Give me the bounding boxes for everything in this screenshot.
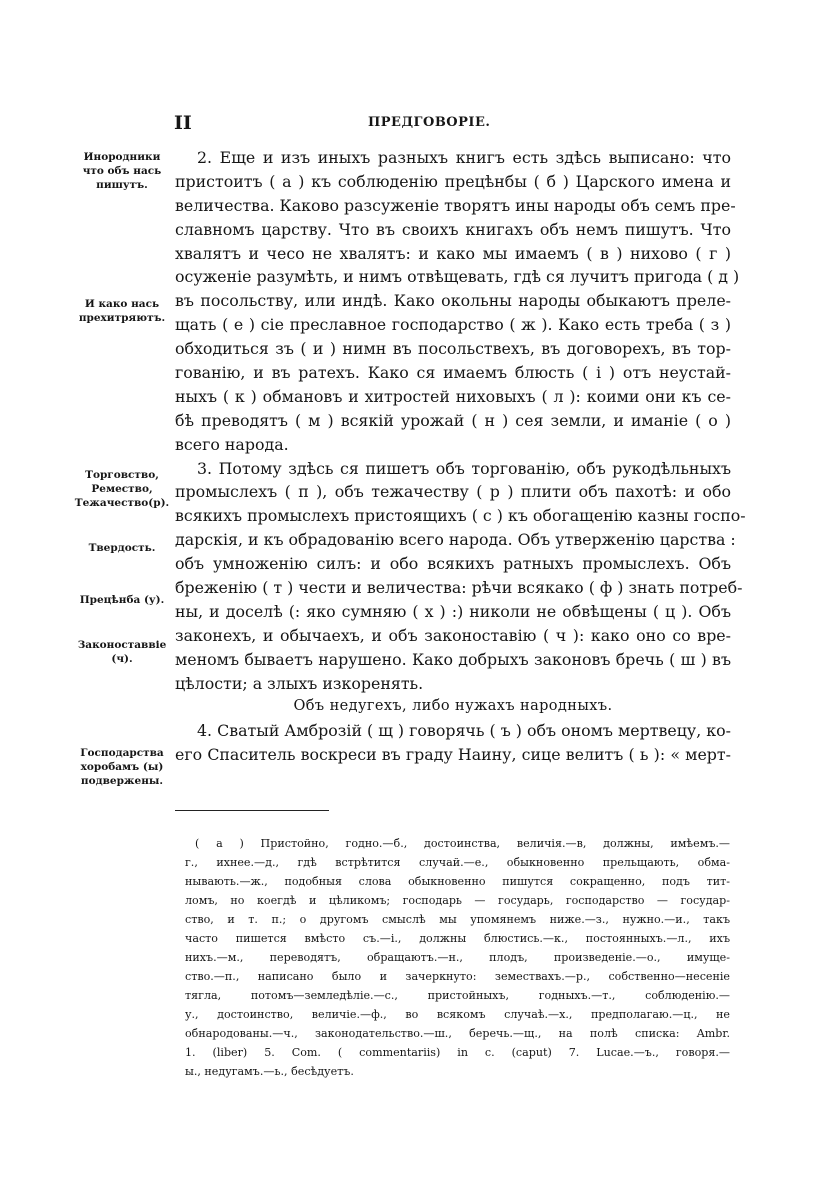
footnote-line: нывають.—ж., подобныя слова обыкновенно пишутся сокращенно, подъ тит- bbox=[185, 875, 730, 888]
body-line: 3. Потому здѣсь ся пишетъ объ торгованію, объ рукодѣльныхъ bbox=[197, 458, 731, 478]
body-line: дарскія, и къ обрадованію всего народа. Объ утверженію царства : bbox=[175, 530, 736, 550]
body-line: ны, и доселѣ (: яко сумняю ( х ) :) николи не обвѣщены ( ц ). Объ bbox=[175, 601, 731, 621]
margin-note: Твердость. bbox=[88, 542, 156, 554]
margin-note: Господарства хоробамъ (ы) подвержены. bbox=[80, 747, 164, 787]
footnote-line: ы., недугамъ.—ь., бесѣдуетъ. bbox=[185, 1065, 354, 1078]
page-number: II bbox=[174, 112, 192, 134]
body-line: бѣ преводятъ ( м ) всякій урожай ( н ) сея земли, и иманіе ( о ) bbox=[175, 410, 731, 430]
body-line: осуженіе разумѣть, и нимъ отвѣщевать, гдѣ ся лучитъ пригода ( д ) bbox=[175, 267, 740, 287]
main-text bbox=[175, 146, 746, 767]
body-line: 2. Еще и изъ иныхъ разныхъ книгъ есть здѣсь выписано: что bbox=[197, 148, 731, 167]
margin-note: Инородники что объ нась пишутъ. bbox=[82, 151, 162, 191]
body-line: промыслехъ ( п ), объ тежачеству ( р ) плити объ пахотѣ: и обо bbox=[175, 482, 731, 502]
footnote-line: нихъ.—м., переводятъ, обращаютъ.—н., плодъ, произведеніе.—о., имуще- bbox=[185, 951, 730, 964]
footnote-line: ство, и т. п.; о другомъ смыслѣ мы упомянемъ ниже.—з., нужно.—и., такъ bbox=[185, 913, 730, 926]
section-heading: Объ недугехъ, либо нужахъ народныхъ. bbox=[293, 698, 613, 715]
footnote-line: у., достоинство, величіе.—ф., во всякомъ случаѣ.—х., предполагаю.—ц., не bbox=[185, 1008, 730, 1021]
body-line: цѣлости; а злыхъ изкоренять. bbox=[175, 673, 424, 693]
body-line: объ умноженію силъ: и обо всякихъ ратныхъ промыслехъ. Объ bbox=[175, 554, 731, 574]
footnote-line: г., ихнее.—д., гдѣ встрѣтится случай.—е., обыкновенно прельщають, обма- bbox=[185, 856, 730, 869]
margin-note: И како нась прехитряютъ. bbox=[78, 298, 166, 324]
footnote-line: часто пишется вмѣсто съ.—і., должны блюстись.—к., постоянныхъ.—л., ихъ bbox=[185, 932, 730, 945]
page-header bbox=[0, 112, 840, 136]
body-line: его Спаситель воскреси въ граду Наину, сице велитъ ( ь ): « мерт- bbox=[175, 745, 731, 765]
footnote-line: ( а ) Пристойно, годно.—б., достоинства, величія.—в, должны, имѣемъ.— bbox=[195, 837, 730, 850]
body-line: въ посольству, или индѣ. Како окольны народы обыкаютъ преле- bbox=[175, 291, 731, 311]
body-line: пристоитъ ( а ) къ соблюденію прецѣнбы ( б ) Царского имена и bbox=[175, 171, 731, 191]
footnote-line: обнародованы.—ч., законодательство.—ш., беречь.—щ., на полѣ списка: Ambr. bbox=[185, 1027, 730, 1040]
body-line: гованію, и въ ратехъ. Како ся имаемъ блюсть ( і ) отъ неустай- bbox=[175, 363, 731, 383]
footnote-line: ломъ, но коегдѣ и цѣликомъ; господарь — государь, господарство — государ- bbox=[185, 894, 730, 907]
body-line: ныхъ ( к ) обмановъ и хитростей ниховыхъ ( л ): коими они къ се- bbox=[175, 386, 731, 406]
body-line: хвалятъ и чесо не хвалятъ: и како мы имаемъ ( в ) нихово ( г ) bbox=[175, 243, 731, 263]
footnote-line: 1. (liber) 5. Com. ( commentariis) in c. (caput) 7. Lucae.—ъ., говоря.— bbox=[185, 1046, 730, 1059]
body-line: щать ( е ) сіе преславное господарство ( ж ). Како есть треба ( з ) bbox=[175, 315, 731, 335]
footnote-divider bbox=[175, 810, 329, 811]
body-line: обходиться зъ ( и ) нимн въ посольствехъ, въ договорехъ, въ тор- bbox=[175, 339, 731, 359]
body-line: законехъ, и обычаехъ, и объ законоставію ( ч ): како оно со вре- bbox=[175, 625, 731, 645]
body-line: величества. Каково разсуженіе творятъ ины народы объ семъ пре- bbox=[175, 195, 736, 215]
footnotes bbox=[185, 834, 730, 1081]
body-line: бреженію ( т ) чести и величества: рѣчи всякако ( ф ) знать потреб- bbox=[175, 578, 743, 598]
body-line: всякихъ промыслехъ пристоящихъ ( с ) къ обогащенію казны госпо- bbox=[175, 506, 746, 526]
running-title: ПРЕДГОВОРІЕ. bbox=[368, 115, 491, 130]
body-line: славномъ царству. Что въ своихъ книгахъ объ немъ пишутъ. Что bbox=[175, 219, 731, 239]
body-line: меномъ бываетъ нарушено. Како добрыхъ законовъ бречь ( ш ) въ bbox=[175, 649, 731, 669]
body-line: всего народа. bbox=[175, 434, 289, 454]
margin-note: Прецѣнба (у). bbox=[79, 594, 165, 606]
margin-note: Торговство, Ремество, Тежачество(р). bbox=[74, 469, 170, 509]
margin-note: Законоставвіе (ч). bbox=[77, 639, 167, 665]
footnote-line: тягла, потомъ—земледѣліе.—с., пристойныхъ, годныхъ.—т., соблюденію.— bbox=[185, 989, 730, 1002]
body-line: 4. Сватый Амброзій ( щ ) говорячь ( ъ ) объ ономъ мертвецу, ко- bbox=[197, 721, 731, 741]
footnote-line: ство.—п., написано было и зачеркнуто: земествахъ.—р., собственно—несеніе bbox=[185, 970, 730, 983]
